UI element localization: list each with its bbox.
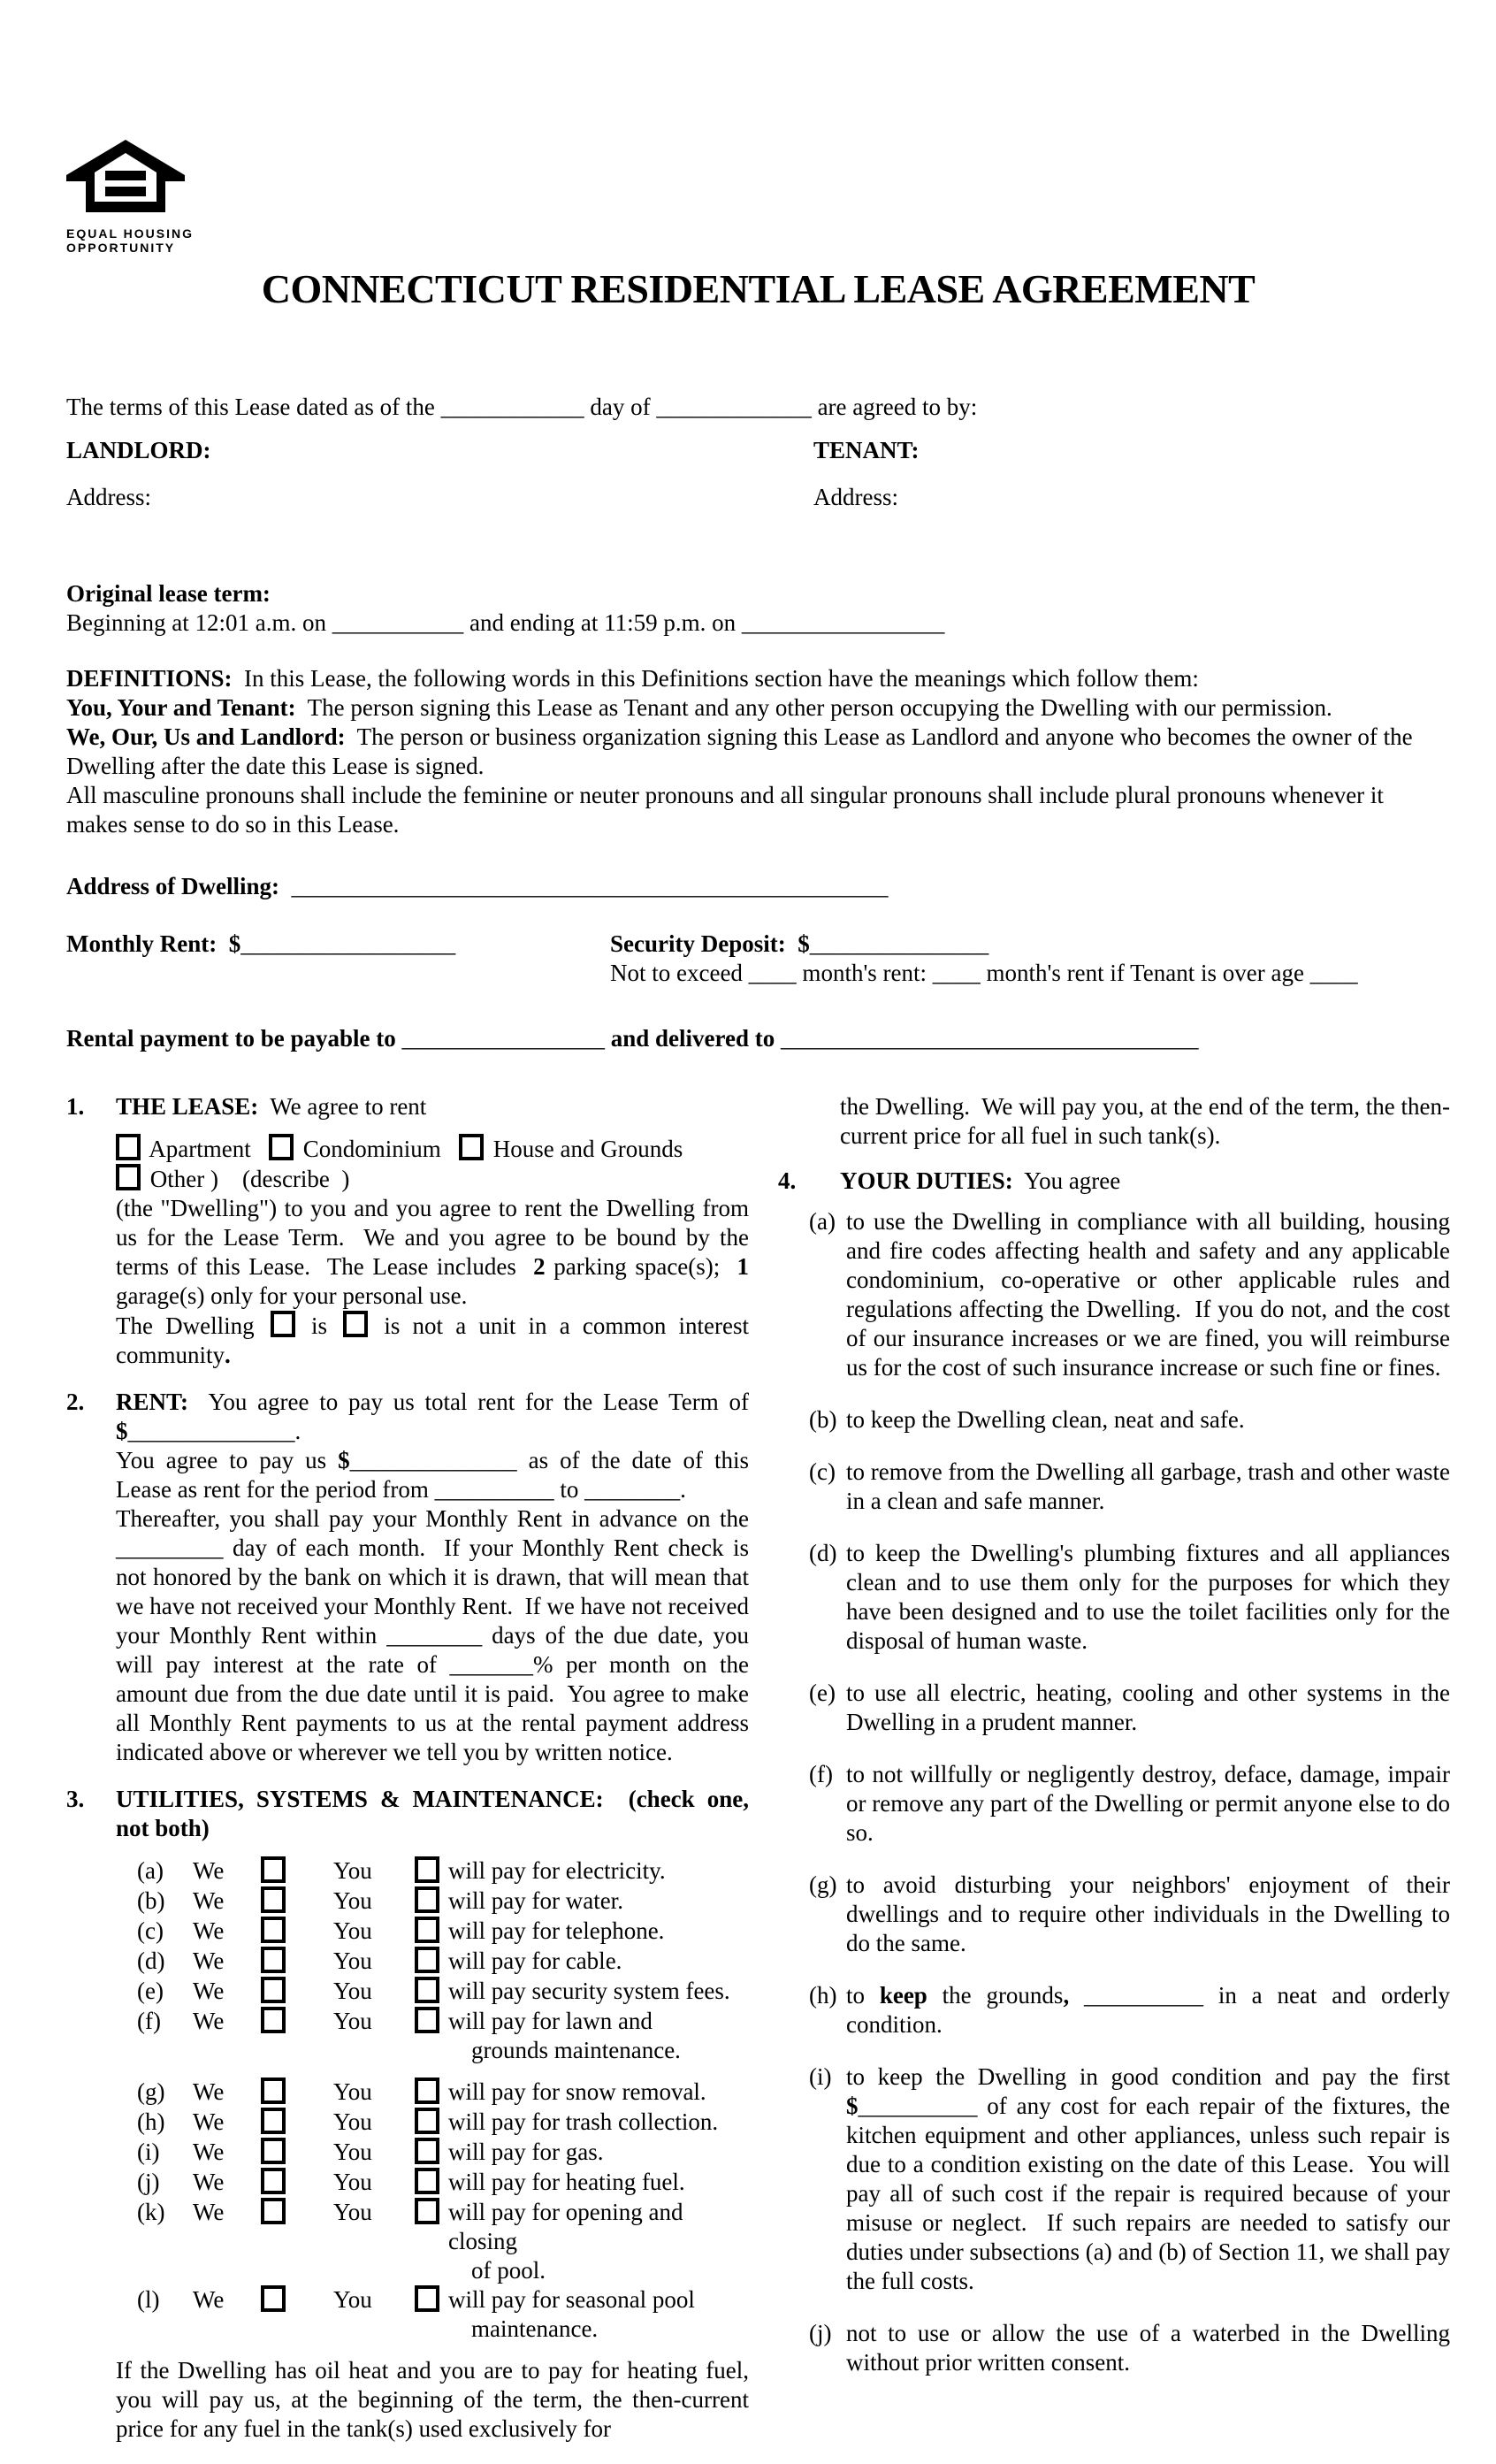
utility-row-e [116,1977,749,2007]
section-rent [66,1388,749,1767]
you-checkbox-cell [415,1917,448,1947]
we-checkbox-cell [261,1977,333,2007]
duty-key: (a) [809,1208,836,1235]
utilities-heading: UTILITIES, SYSTEMS & MAINTENANCE: (check one, not both) [116,1786,749,1841]
duty-item-g [809,1871,1450,1958]
lease-body-paragraph: (the "Dwelling") to you and you agree to rent the Dwelling from us for the Lease Term. We and you agree to be bound by the terms of this Lease. The Lease includes 2 parking space(s); 1 garage(s) only for your personal use. [116,1195,749,1309]
duty-item-d [809,1539,1450,1656]
duty-key: (e) [809,1680,836,1706]
definitions-block [66,664,1450,839]
two-column-body [66,1092,1450,2444]
we-label: We [193,2286,225,2313]
landlord-address-label: Address: [66,484,151,510]
section-the-lease [66,1092,749,1370]
rent-paragraph: You agree to pay us $______________ as of the date of this Lease as rent for the period from __________ to ________. [116,1447,749,1503]
duty-key: (f) [809,1761,833,1787]
we-checkbox-cell [261,2108,333,2138]
you-checkbox-cell [415,2168,448,2198]
you-label: You [333,2078,372,2105]
address-of-dwelling-line: Address of Dwelling: __________________________________________________ [66,873,889,899]
utility-description [448,2078,749,2108]
utility-row-k [116,2198,749,2285]
utility-description-line: will pay for gas. [448,2139,604,2165]
utility-key: (c) [137,1917,164,1944]
duty-key: (b) [809,1406,837,1433]
equal-housing-caption-line1: EQUAL HOUSING [66,226,194,241]
utility-description [448,2108,749,2138]
lease-term-line: Beginning at 12:01 a.m. on ___________ and ending at 11:59 p.m. on _________________ [66,609,945,636]
we-label: We [193,2169,225,2195]
utility-description-line: will pay security system fees. [448,1978,730,2004]
inline-checkbox[interactable] [271,1311,295,1337]
you-checkbox-c[interactable] [415,1917,439,1943]
dwelling-type-other-row: Other ) (describe ) [116,1164,749,1194]
utility-key: (f) [137,2008,161,2034]
we-label: We [193,1917,225,1944]
we-checkbox-j[interactable] [261,2168,286,2194]
you-label: You [333,1978,372,2004]
utility-key: (e) [137,1978,164,2004]
duty-text: to keep the Dwelling's plumbing fixtures and all appliances clean and to use them only for the purposes for which they have been designed and to use the toilet facilities only for the disposal of human waste. [846,1540,1450,1654]
lease-term-heading: Original lease term: [66,580,271,607]
you-label: You [333,2108,372,2135]
you-label: You [333,1947,372,1974]
utility-row-b [116,1886,749,1917]
you-checkbox-a[interactable] [415,1856,439,1883]
utility-description-line: will pay for electricity. [448,1857,666,1884]
we-checkbox-cell [261,2138,333,2168]
you-label: You [333,1857,372,1884]
utility-description [448,2285,749,2344]
not-to-exceed-line: Not to exceed ____ month's rent: ____ month's rent if Tenant is over age ____ [610,960,1358,986]
duty-item-i [809,2062,1450,2296]
we-label: We [193,1978,225,2004]
duty-text: to use the Dwelling in compliance with all building, housing and fire codes affecting health and safety and any applicable condominium, co-operative or other applicable rules and regulations affecting the Dwelling. If you do not, and the cost of our insurance increases or we are fined, you will reimburse us for the cost of such insurance increase or such fine or fines. [846,1208,1450,1381]
intro-line: The terms of this Lease dated as of the ____________ day of _____________ are agreed to by: [66,394,978,420]
you-checkbox-k[interactable] [415,2198,439,2224]
rental-payment-line: Rental payment to be payable to _________________ and delivered to ___________________________________ [66,1025,1199,1052]
utility-description-continuation: of pool. [471,2257,546,2284]
you-label: You [333,2139,372,2165]
utility-description-line: will pay for seasonal pool [448,2286,695,2313]
we-checkbox-f[interactable] [261,2007,286,2033]
definitions-paragraph: We, Our, Us and Landlord: The person or business organization signing this Lease as Landlord and anyone who becomes the owner of the Dwelling after the date this Lease is signed. [66,723,1413,779]
we-checkbox-cell [261,2007,333,2065]
utility-row-h [116,2108,749,2138]
we-checkbox-b[interactable] [261,1886,286,1913]
duty-item-c [809,1458,1450,1516]
inline-checkbox[interactable] [269,1134,294,1160]
duty-item-h [809,1981,1450,2039]
duty-key: (g) [809,1871,837,1898]
section-number: 4. [778,1167,797,1194]
you-checkbox-b[interactable] [415,1886,439,1913]
utility-description-line: will pay for cable. [448,1947,622,1974]
security-deposit-block [610,930,1450,988]
we-label: We [193,1887,225,1914]
utility-description-line: will pay for water. [448,1887,623,1914]
you-checkbox-h[interactable] [415,2108,439,2134]
duty-text: to use all electric, heating, cooling and other systems in the Dwelling in a prudent manner. [846,1680,1450,1735]
utility-description-line: will pay for lawn and [448,2008,653,2034]
security-deposit-line: Security Deposit: $_______________ [610,930,989,957]
you-checkbox-d[interactable] [415,1947,439,1973]
utility-description [448,2168,749,2198]
duty-text: to keep the grounds, __________ in a neat and orderly condition. [846,1982,1451,2038]
we-checkbox-cell [261,2078,333,2108]
you-checkbox-cell [415,1977,448,2007]
we-checkbox-cell [261,1917,333,1947]
you-label: You [333,2286,372,2313]
tenant-address-label: Address: [813,484,898,510]
section-utilities [66,1785,749,2444]
section-heading: THE LEASE: We agree to rent [116,1093,427,1120]
you-checkbox-cell [415,1947,448,1977]
section-body [116,1388,749,1767]
we-label: We [193,1857,225,1884]
utility-row-j [116,2168,749,2198]
duty-key: (d) [809,1540,837,1566]
utility-description-line: will pay for heating fuel. [448,2169,685,2195]
duty-item-b [809,1405,1450,1435]
section-body [116,1785,749,2444]
you-label: You [333,2008,372,2034]
duty-text: not to use or allow the use of a waterbed in the Dwelling without prior written consent. [846,2320,1450,2376]
utility-description-line: will pay for telephone. [448,1917,665,1944]
definitions-paragraph: All masculine pronouns shall include the feminine or neuter pronouns and all singular pronouns shall include plural pronouns whenever it makes sense to do so in this Lease. [66,782,1384,838]
we-checkbox-cell [261,1947,333,1977]
we-checkbox-cell [261,1886,333,1917]
we-checkbox-cell [261,2285,333,2344]
utility-row-g [116,2078,749,2108]
we-label: We [193,1947,225,1974]
dwelling-type-checkbox-row: Apartment Condominium House and Grounds [116,1134,749,1164]
you-checkbox-cell [415,2007,448,2065]
duty-item-e [809,1679,1450,1737]
utility-description-continuation: maintenance. [471,2315,599,2342]
we-label: We [193,2078,225,2105]
utility-key: (g) [137,2078,165,2105]
we-checkbox-h[interactable] [261,2108,286,2134]
you-checkbox-j[interactable] [415,2168,439,2194]
equal-housing-house-icon [66,140,185,212]
duty-key: (j) [809,2320,832,2346]
section-number: 1. [66,1093,85,1120]
tenant-label: TENANT: [813,437,920,463]
utility-key: (k) [137,2199,165,2225]
we-checkbox-l[interactable] [261,2285,286,2312]
you-checkbox-cell [415,2198,448,2285]
section-number: 3. [66,1786,85,1812]
rent-paragraph: Thereafter, you shall pay your Monthly Rent in advance on the _________ day of each month. If your Monthly Rent check is not honored by the bank on which it is drawn, that will mean that we have not received your Monthly Rent. If we have not received your Monthly Rent within ________ days of the due date, you will pay interest at the rate of _______% per month on the amount due from the due date until it is paid. You agree to make all Monthly Rent payments to us at the rental payment address indicated above or wherever we tell you by written notice. [116,1505,749,1765]
left-column [66,1092,749,2444]
equal-housing-logo [66,140,252,255]
you-checkbox-e[interactable] [415,1977,439,2003]
section-your-duties [778,1167,1450,1196]
definitions-paragraph: DEFINITIONS: In this Lease, the following words in this Definitions section have the meanings which follow them: [66,665,1199,692]
you-checkbox-l[interactable] [415,2285,439,2312]
address-row [66,483,1450,512]
utility-description [448,2007,749,2065]
we-checkbox-a[interactable] [261,1856,286,1883]
section-number: 2. [66,1389,85,1415]
we-checkbox-cell [261,2168,333,2198]
utility-key: (l) [137,2286,160,2313]
section-body [840,1167,1450,1196]
utility-description [448,2198,749,2285]
you-label: You [333,2199,372,2225]
utility-row-i [116,2138,749,2168]
duty-key: (h) [809,1982,837,2009]
party-row [66,436,1450,465]
we-label: We [193,2139,225,2165]
duty-text: to keep the Dwelling in good condition and pay the first $__________ of any cost for each repair of the fixtures, the kitchen equipment and other appliances, unless such repair is due to a condition existing on the date of this Lease. You will pay all of such cost if the repair is required because of your misuse or neglect. If such repairs are needed to satisfy our duties under subsections (a) and (b) of Section 11, we shall pay the full costs. [846,2063,1450,2294]
utility-row-l [116,2285,749,2344]
duty-item-j [809,2319,1450,2377]
rent-deposit-block [66,930,1450,988]
utility-row-f [116,2007,749,2065]
monthly-rent-line: Monthly Rent: $__________________ [66,930,456,957]
you-checkbox-cell [415,1856,448,1886]
we-checkbox-g[interactable] [261,2078,286,2104]
duty-text: to not willfully or negligently destroy, deface, damage, impair or remove any part of the Dwelling or permit anyone else to do so. [846,1761,1450,1846]
you-label: You [333,1917,372,1944]
you-checkbox-cell [415,2078,448,2108]
utility-key: (b) [137,1887,165,1914]
we-checkbox-i[interactable] [261,2138,286,2164]
you-checkbox-f[interactable] [415,2007,439,2033]
original-lease-term-block [66,579,1450,638]
utility-description [448,1856,749,1886]
duty-key: (i) [809,2063,832,2090]
duty-text: to remove from the Dwelling all garbage, trash and other waste in a clean and safe manner. [846,1458,1451,1514]
equal-housing-caption-line2: OPPORTUNITY [66,241,176,255]
utility-description [448,1947,749,1977]
you-label: You [333,1887,372,1914]
utility-key: (h) [137,2108,165,2135]
document-title: CONNECTICUT RESIDENTIAL LEASE AGREEMENT [261,266,1256,311]
we-checkbox-d[interactable] [261,1947,286,1973]
inline-checkbox[interactable] [343,1311,368,1337]
you-checkbox-cell [415,2138,448,2168]
duty-item-a [809,1207,1450,1382]
utility-description [448,1977,749,2007]
utility-row-d [116,1947,749,1977]
duty-item-f [809,1760,1450,1848]
utility-description [448,1886,749,1917]
utility-row-a [116,1856,749,1886]
we-label: We [193,2108,225,2135]
inline-checkbox[interactable] [116,1164,141,1190]
utility-key: (i) [137,2139,160,2165]
utility-description-line: will pay for opening and closing [448,2199,683,2254]
you-checkbox-cell [415,1886,448,1917]
utility-key: (a) [137,1857,164,1884]
utilities-rows [116,1856,749,2344]
landlord-label: LANDLORD: [66,437,211,463]
we-checkbox-cell [261,1856,333,1886]
inline-checkbox[interactable] [116,1134,141,1160]
duty-text: to avoid disturbing your neighbors' enjoyment of their dwellings and to require other individuals in the Dwelling to do the same. [846,1871,1450,1956]
oil-heat-footnote: If the Dwelling has oil heat and you are to pay for heating fuel, you will pay us, at the beginning of the term, the then-current price for any fuel in the tank(s) used exclusively for [116,2357,749,2442]
duties-heading: YOUR DUTIES: You agree [840,1167,1121,1194]
we-label: We [193,2008,225,2034]
oil-heat-continuation: the Dwelling. We will pay you, at the end of the term, the then-current price for all fuel in such tank(s). [840,1093,1450,1149]
section-body [116,1092,749,1370]
definitions-paragraph: You, Your and Tenant: The person signing this Lease as Tenant and any other person occupying the Dwelling with our permission. [66,694,1332,721]
you-checkbox-i[interactable] [415,2138,439,2164]
we-checkbox-c[interactable] [261,1917,286,1943]
duty-key: (c) [809,1458,836,1485]
we-checkbox-k[interactable] [261,2198,286,2224]
equal-housing-caption [66,226,252,255]
right-column [778,1092,1450,2444]
utility-key: (d) [137,1947,165,1974]
utility-description-line: will pay for snow removal. [448,2078,706,2105]
you-checkbox-cell [415,2108,448,2138]
you-checkbox-g[interactable] [415,2078,439,2104]
utility-description-continuation: grounds maintenance. [471,2037,681,2063]
duties-list [778,1207,1450,2377]
utility-row-c [116,1917,749,1947]
rent-heading-paragraph: RENT: You agree to pay us total rent for the Lease Term of $______________. [116,1389,749,1444]
utility-description [448,2138,749,2168]
duty-text: to keep the Dwelling clean, neat and safe. [846,1406,1245,1433]
we-checkbox-cell [261,2198,333,2285]
utility-description [448,1917,749,1947]
inline-checkbox[interactable] [459,1134,484,1160]
common-interest-line: The Dwelling is is not a unit in a common interest community. [116,1312,749,1368]
you-label: You [333,2169,372,2195]
you-checkbox-cell [415,2285,448,2344]
we-label: We [193,2199,225,2225]
we-checkbox-e[interactable] [261,1977,286,2003]
utility-key: (j) [137,2169,160,2195]
utility-description-line: will pay for trash collection. [448,2108,719,2135]
